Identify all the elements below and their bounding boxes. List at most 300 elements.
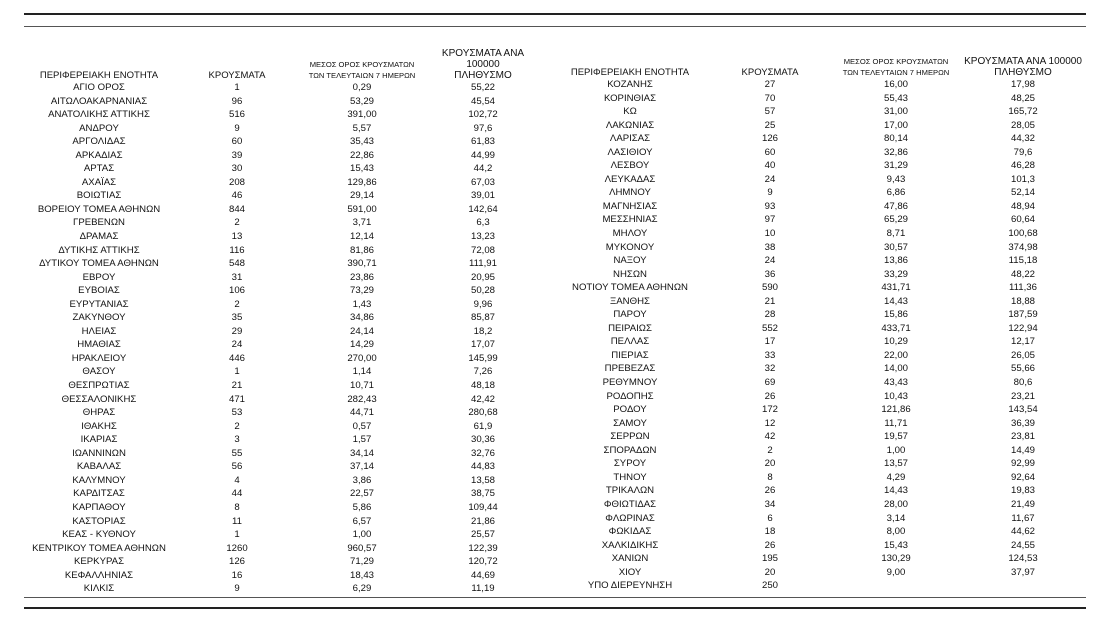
- cell-region: ΗΡΑΚΛΕΙΟΥ: [71, 352, 127, 364]
- cell-region: ΝΗΣΩΝ: [613, 268, 647, 280]
- table-row: [20, 271, 538, 285]
- cell-region: ΑΙΤΩΛΟΑΚΑΡΝΑΝΙΑΣ: [50, 95, 148, 107]
- table-row: [20, 325, 538, 339]
- cell-cases: 38: [764, 241, 776, 253]
- cell-region: ΔΥΤΙΚΗΣ ΑΤΤΙΚΗΣ: [58, 244, 140, 256]
- cell-per-100k: 44,69: [470, 569, 495, 581]
- table-row: [20, 379, 538, 393]
- cell-region: ΚΕΡΚΥΡΑΣ: [73, 556, 124, 568]
- cell-7day-average: 8,71: [886, 228, 906, 240]
- table-row: [20, 555, 538, 569]
- cell-per-100k: 55,22: [470, 82, 495, 93]
- cell-cases: 1: [234, 529, 240, 541]
- cell-per-100k: 46,28: [1010, 160, 1035, 172]
- cell-cases: 28: [764, 309, 776, 321]
- cell-7day-average: 43,43: [883, 377, 908, 389]
- table-header: [20, 48, 538, 81]
- cell-7day-average: 81,86: [349, 244, 374, 256]
- table-row: [20, 203, 538, 217]
- cell-7day-average: 4,29: [886, 471, 906, 483]
- cell-7day-average: 23,86: [349, 271, 374, 283]
- header-region: ΠΕΡΙΦΕΡΕΙΑΚΗ ΕΝΟΤΗΤΑ: [39, 70, 159, 81]
- cell-per-100k: 21,86: [470, 515, 495, 527]
- cell-per-100k: 44,32: [1010, 133, 1035, 145]
- table-row: [551, 335, 1085, 349]
- cell-7day-average: 55,43: [883, 92, 908, 104]
- cell-7day-average: 34,86: [349, 312, 374, 324]
- cell-cases: 9: [234, 122, 240, 134]
- table-row: [551, 417, 1085, 431]
- cell-7day-average: 32,86: [883, 146, 908, 158]
- cell-per-100k: 111,36: [1009, 282, 1037, 294]
- cell-per-100k: 44,99: [470, 149, 495, 161]
- cell-cases: 8: [234, 501, 240, 513]
- cell-cases: 446: [228, 352, 245, 364]
- cell-region: ΦΘΙΩΤΙΔΑΣ: [603, 498, 657, 510]
- cell-cases: 548: [228, 258, 245, 270]
- cell-region: ΡΟΔΟΠΗΣ: [606, 390, 654, 402]
- left-table-block: [20, 48, 538, 596]
- cell-region: ΗΜΑΘΙΑΣ: [77, 339, 121, 351]
- cell-7day-average: 1,00: [352, 529, 372, 541]
- cell-per-100k: 36,39: [1010, 417, 1035, 429]
- table-row: [20, 338, 538, 352]
- cell-7day-average: 9,00: [886, 566, 906, 578]
- cell-cases: 39: [231, 149, 243, 161]
- cell-cases: 2: [234, 420, 240, 432]
- cell-cases: 2: [234, 217, 240, 229]
- cell-7day-average: 121,86: [881, 404, 911, 416]
- cell-7day-average: 431,71: [881, 282, 911, 294]
- cell-cases: 31: [231, 271, 243, 283]
- cell-region: ΑΓΙΟ ΟΡΟΣ: [73, 82, 125, 93]
- table-row: [551, 539, 1085, 553]
- table-row: [20, 406, 538, 420]
- cell-region: ΚΕΦΑΛΛΗΝΙΑΣ: [64, 569, 134, 581]
- table-row: [20, 420, 538, 434]
- cell-7day-average: 44,71: [349, 407, 374, 419]
- cell-7day-average: 0,29: [352, 82, 372, 93]
- cell-7day-average: 13,86: [883, 255, 908, 267]
- cell-region: ΛΑΚΩΝΙΑΣ: [605, 119, 655, 131]
- cell-region: ΜΗΛΟΥ: [612, 228, 648, 240]
- cell-per-100k: 48,18: [470, 380, 495, 392]
- header-per-100k: [961, 48, 1085, 78]
- cell-per-100k: 23,21: [1010, 390, 1035, 402]
- cell-region: ΛΕΣΒΟΥ: [610, 160, 650, 172]
- table-row: [551, 281, 1085, 295]
- cell-cases: 21: [764, 295, 776, 307]
- cell-per-100k: 44,83: [470, 461, 495, 473]
- cell-per-100k: 61,9: [473, 420, 493, 432]
- table-row: [20, 365, 538, 379]
- header-per100k-line1: ΚΡΟΥΣΜΑΤΑ ΑΝΑ 100000: [964, 56, 1082, 67]
- cell-7day-average: 19,57: [883, 431, 908, 443]
- cell-cases: 250: [761, 580, 778, 592]
- table-row: [20, 176, 538, 190]
- cell-region: ΠΕΙΡΑΙΩΣ: [608, 322, 652, 334]
- cell-region: ΒΟΙΩΤΙΑΣ: [76, 190, 122, 202]
- cell-cases: 93: [764, 200, 776, 212]
- cell-7day-average: 65,29: [883, 214, 908, 226]
- cell-7day-average: 14,43: [883, 485, 908, 497]
- header-avg-line2: ΤΩΝ ΤΕΛΕΥΤΑΙΩΝ 7 ΗΜΕΡΩΝ: [308, 71, 416, 80]
- cell-per-100k: 26,05: [1010, 349, 1035, 361]
- cell-region: ΚΟΖΑΝΗΣ: [607, 79, 653, 90]
- cell-7day-average: 8,00: [886, 526, 906, 538]
- cell-cases: 116: [229, 244, 245, 256]
- table-header: [551, 48, 1085, 78]
- cell-7day-average: 270,00: [347, 352, 377, 364]
- cell-cases: 69: [764, 377, 776, 389]
- cell-per-100k: 92,64: [1010, 471, 1035, 483]
- cell-per-100k: 102,72: [468, 109, 498, 121]
- cell-cases: 16: [231, 569, 243, 581]
- cell-region: ΑΡΓΟΛΙΔΑΣ: [72, 136, 126, 148]
- cell-7day-average: 10,29: [883, 336, 908, 348]
- cell-7day-average: 1,43: [352, 298, 372, 310]
- table-row: [551, 579, 1085, 593]
- cell-region: ΔΥΤΙΚΟΥ ΤΟΜΕΑ ΑΘΗΝΩΝ: [39, 258, 159, 270]
- cell-per-100k: 122,94: [1008, 322, 1038, 334]
- cell-7day-average: 31,00: [883, 106, 908, 118]
- table-row: [551, 457, 1085, 471]
- cell-region: ΕΒΡΟΥ: [82, 271, 116, 283]
- cell-region: ΜΥΚΟΝΟΥ: [605, 241, 655, 253]
- cell-region: ΠΕΛΛΑΣ: [610, 336, 650, 348]
- cell-per-100k: [961, 579, 1085, 593]
- table-row: [551, 146, 1085, 160]
- table-row: [551, 512, 1085, 526]
- table-body-left: [20, 81, 538, 596]
- cell-per-100k: 32,76: [470, 447, 495, 459]
- cell-region: ΣΥΡΟΥ: [613, 458, 647, 470]
- cell-per-100k: 101,3: [1010, 173, 1035, 185]
- header-avg-line1: ΜΕΣΟΣ ΟΡΟΣ ΚΡΟΥΣΜΑΤΩΝ: [843, 57, 949, 66]
- table-row: [20, 108, 538, 122]
- table-row: [551, 484, 1085, 498]
- table-row: [551, 159, 1085, 173]
- cell-per-100k: 13,58: [470, 474, 495, 486]
- table-row: [551, 471, 1085, 485]
- cell-cases: 195: [761, 553, 778, 565]
- cell-per-100k: 20,95: [470, 271, 495, 283]
- cell-7day-average: 22,00: [883, 349, 908, 361]
- table-row: [551, 444, 1085, 458]
- cell-cases: 42: [764, 431, 776, 443]
- cell-cases: 55: [231, 447, 243, 459]
- table-row: [20, 257, 538, 271]
- cell-cases: 60: [764, 146, 776, 158]
- cell-7day-average: 591,00: [347, 203, 377, 215]
- cell-7day-average: 33,29: [883, 268, 908, 280]
- cell-per-100k: 111,91: [469, 258, 497, 270]
- cell-per-100k: 109,44: [468, 501, 498, 513]
- table-row: [20, 149, 538, 163]
- cell-per-100k: 165,72: [1008, 106, 1038, 118]
- table-row: [20, 216, 538, 230]
- table-row: [551, 119, 1085, 133]
- cell-per-100k: 6,3: [476, 217, 490, 229]
- cell-7day-average: 10,71: [349, 380, 374, 392]
- cell-7day-average: 433,71: [881, 322, 911, 334]
- cell-7day-average: 53,29: [349, 95, 374, 107]
- cell-region: ΠΡΕΒΕΖΑΣ: [604, 363, 656, 375]
- cell-per-100k: 48,25: [1010, 92, 1035, 104]
- header-cases: ΚΡΟΥΣΜΑΤΑ: [741, 67, 799, 78]
- cell-region: ΧΑΛΚΙΔΙΚΗΣ: [601, 539, 659, 551]
- top-rule-thin: [24, 26, 1086, 27]
- header-avg-line1: ΜΕΣΟΣ ΟΡΟΣ ΚΡΟΥΣΜΑΤΩΝ: [309, 60, 415, 69]
- cell-region: ΣΠΟΡΑΔΩΝ: [603, 444, 657, 456]
- cell-cases: 1: [234, 82, 240, 93]
- table-row: [20, 460, 538, 474]
- cell-region: ΣΑΜΟΥ: [613, 417, 647, 429]
- table-row: [551, 498, 1085, 512]
- cell-region: ΧΙΟΥ: [618, 566, 642, 578]
- cell-region: ΦΩΚΙΔΑΣ: [608, 526, 652, 538]
- cell-per-100k: 42,42: [470, 393, 495, 405]
- cell-region: ΚΑΒΑΛΑΣ: [76, 461, 122, 473]
- cell-cases: 126: [228, 556, 245, 568]
- table-row: [551, 78, 1085, 92]
- cell-per-100k: 30,36: [470, 434, 495, 446]
- table-row: [20, 528, 538, 542]
- cell-cases: 8: [767, 471, 773, 483]
- cell-7day-average: 17,00: [883, 119, 908, 131]
- cell-region: ΝΟΤΙΟΥ ΤΟΜΕΑ ΑΘΗΝΩΝ: [572, 282, 688, 294]
- cell-7day-average: 6,57: [352, 515, 372, 527]
- cell-per-100k: 50,28: [470, 285, 495, 297]
- cell-cases: 29: [231, 325, 243, 337]
- cell-per-100k: 45,54: [470, 95, 495, 107]
- cell-per-100k: 60,64: [1010, 214, 1035, 226]
- cell-cases: 21: [231, 380, 243, 392]
- table-row: [20, 569, 538, 583]
- cell-cases: 20: [764, 566, 776, 578]
- cell-per-100k: 61,83: [470, 136, 495, 148]
- cell-cases: 17: [764, 336, 776, 348]
- cell-7day-average: 15,43: [883, 539, 908, 551]
- cell-7day-average: 282,43: [347, 393, 377, 405]
- cell-per-100k: 280,68: [468, 407, 498, 419]
- cell-cases: 11: [232, 515, 242, 527]
- cell-region: ΔΡΑΜΑΣ: [79, 231, 119, 243]
- cell-7day-average: 29,14: [349, 190, 374, 202]
- cell-7day-average: 9,43: [886, 173, 906, 185]
- cell-7day-average: 71,29: [349, 556, 374, 568]
- cases-table-left: [20, 48, 538, 596]
- cell-region: ΑΡΚΑΔΙΑΣ: [75, 149, 123, 161]
- cell-per-100k: 55,66: [1010, 363, 1035, 375]
- cell-per-100k: 18,88: [1010, 295, 1035, 307]
- cell-per-100k: 67,03: [470, 176, 495, 188]
- cell-per-100k: 25,57: [470, 529, 495, 541]
- cell-per-100k: 24,55: [1010, 539, 1035, 551]
- cell-cases: 70: [764, 92, 776, 104]
- table-row: [20, 487, 538, 501]
- cell-7day-average: 80,14: [883, 133, 908, 145]
- table-row: [551, 186, 1085, 200]
- cell-cases: 26: [764, 539, 776, 551]
- table-row: [551, 254, 1085, 268]
- cell-per-100k: 145,99: [468, 352, 498, 364]
- cell-region: ΛΑΡΙΣΑΣ: [609, 133, 651, 145]
- cell-region: ΖΑΚΥΝΘΟΥ: [72, 312, 126, 324]
- cell-7day-average: 391,00: [347, 109, 377, 121]
- cell-per-100k: 44,2: [473, 163, 493, 175]
- cell-per-100k: 38,75: [470, 488, 495, 500]
- cell-7day-average: [831, 579, 961, 593]
- cell-7day-average: 24,14: [349, 325, 374, 337]
- cell-cases: 20: [764, 458, 776, 470]
- cell-per-100k: 7,26: [473, 366, 493, 378]
- cell-cases: 172: [761, 404, 778, 416]
- cell-region: ΙΚΑΡΙΑΣ: [80, 434, 118, 446]
- cell-7day-average: 3,14: [886, 512, 906, 524]
- cell-cases: 44: [231, 488, 243, 500]
- cell-per-100k: 9,96: [473, 298, 493, 310]
- table-row: [551, 105, 1085, 119]
- table-row: [20, 230, 538, 244]
- cell-cases: 27: [764, 79, 776, 90]
- cell-per-100k: 39,01: [470, 190, 495, 202]
- cell-region: ΑΡΤΑΣ: [83, 163, 115, 175]
- cell-per-100k: 120,72: [468, 556, 498, 568]
- table-row: [20, 542, 538, 556]
- cell-region: ΒΟΡΕΙΟΥ ΤΟΜΕΑ ΑΘΗΝΩΝ: [37, 203, 161, 215]
- cell-per-100k: 143,54: [1008, 404, 1038, 416]
- cell-7day-average: 14,00: [883, 363, 908, 375]
- top-rule: [24, 13, 1086, 15]
- cell-7day-average: 22,86: [349, 149, 374, 161]
- cell-7day-average: 13,57: [883, 458, 908, 470]
- cell-per-100k: 19,83: [1010, 485, 1035, 497]
- cell-cases: 25: [764, 119, 776, 131]
- table-row: [20, 501, 538, 515]
- cell-cases: 26: [764, 390, 776, 402]
- cell-7day-average: 10,43: [883, 390, 908, 402]
- table-row: [20, 95, 538, 109]
- cell-cases: 57: [764, 106, 776, 118]
- table-row: [20, 352, 538, 366]
- cell-cases: 24: [764, 173, 776, 185]
- cell-per-100k: 187,59: [1008, 309, 1038, 321]
- cell-cases: 33: [764, 349, 776, 361]
- cell-region: ΛΗΜΝΟΥ: [609, 187, 651, 199]
- cell-region: ΙΘΑΚΗΣ: [81, 420, 117, 432]
- cell-7day-average: 130,29: [881, 553, 911, 565]
- cell-region: ΑΝΑΤΟΛΙΚΗΣ ΑΤΤΙΚΗΣ: [48, 109, 150, 121]
- table-row: [20, 582, 538, 596]
- table-row: [551, 403, 1085, 417]
- cell-per-100k: 79,6: [1013, 146, 1033, 158]
- cell-7day-average: 6,86: [886, 187, 906, 199]
- cell-cases: 2: [767, 444, 773, 456]
- table-row: [551, 430, 1085, 444]
- cell-per-100k: 115,18: [1008, 255, 1038, 267]
- cell-per-100k: 85,87: [470, 312, 495, 324]
- cell-7day-average: 15,86: [883, 309, 908, 321]
- cell-cases: 24: [231, 339, 243, 351]
- table-row: [551, 268, 1085, 282]
- cell-7day-average: 15,43: [349, 163, 374, 175]
- table-row: [551, 322, 1085, 336]
- cell-cases: 35: [231, 312, 243, 324]
- cell-per-100k: 37,97: [1010, 566, 1035, 578]
- header-region: ΠΕΡΙΦΕΡΕΙΑΚΗ ΕΝΟΤΗΤΑ: [570, 67, 690, 78]
- cell-cases: 18: [764, 526, 776, 538]
- bottom-rule-thin: [24, 597, 1086, 598]
- cell-cases: 4: [234, 474, 240, 486]
- cell-cases: 2: [234, 298, 240, 310]
- cell-cases: 56: [231, 461, 243, 473]
- table-row: [20, 515, 538, 529]
- cell-7day-average: 390,71: [347, 258, 377, 270]
- table-row: [551, 200, 1085, 214]
- cell-region: ΘΕΣΠΡΩΤΙΑΣ: [68, 380, 130, 392]
- cell-7day-average: 960,57: [347, 542, 377, 554]
- cell-cases: 96: [231, 95, 243, 107]
- table-row: [551, 525, 1085, 539]
- cell-per-100k: 72,08: [470, 244, 495, 256]
- cell-7day-average: 22,57: [349, 488, 374, 500]
- header-per100k-line2: ΠΛΗΘΥΣΜΟ: [454, 70, 512, 81]
- cell-region: ΠΙΕΡΙΑΣ: [611, 349, 649, 361]
- table-row: [551, 173, 1085, 187]
- cell-region: ΘΑΣΟΥ: [82, 366, 116, 378]
- cell-per-100k: 92,99: [1010, 458, 1035, 470]
- cell-region: ΕΥΡΥΤΑΝΙΑΣ: [69, 298, 129, 310]
- cell-region: ΜΕΣΣΗΝΙΑΣ: [602, 214, 658, 226]
- cell-7day-average: 14,29: [349, 339, 374, 351]
- cell-per-100k: 124,53: [1008, 553, 1038, 565]
- cell-per-100k: 97,6: [473, 122, 493, 134]
- cell-7day-average: 35,43: [349, 136, 374, 148]
- cell-cases: 30: [231, 163, 243, 175]
- table-row: [551, 390, 1085, 404]
- cell-cases: 40: [764, 160, 776, 172]
- cell-7day-average: 0,57: [352, 420, 372, 432]
- cell-7day-average: 47,86: [883, 200, 908, 212]
- cell-7day-average: 3,86: [352, 474, 372, 486]
- cell-7day-average: 30,57: [883, 241, 908, 253]
- cell-region: ΠΑΡΟΥ: [613, 309, 647, 321]
- cell-region: ΚΑΡΔΙΤΣΑΣ: [73, 488, 125, 500]
- cell-region: ΤΗΝΟΥ: [613, 471, 647, 483]
- table-row: [20, 122, 538, 136]
- cell-cases: 34: [764, 498, 776, 510]
- cell-per-100k: 21,49: [1010, 498, 1035, 510]
- cell-per-100k: 14,49: [1010, 444, 1035, 456]
- table-row: [20, 298, 538, 312]
- cell-region: ΡΕΘΥΜΝΟΥ: [602, 377, 658, 389]
- header-per100k-line2: ΠΛΗΘΥΣΜΟ: [994, 67, 1052, 78]
- cell-per-100k: 23,81: [1010, 431, 1035, 443]
- cell-cases: 9: [767, 187, 773, 199]
- table-row: [20, 311, 538, 325]
- cell-per-100k: 13,23: [470, 231, 495, 243]
- cell-per-100k: 80,6: [1013, 377, 1033, 389]
- table-row: [551, 132, 1085, 146]
- table-row: [551, 241, 1085, 255]
- cell-cases: 1: [234, 366, 240, 378]
- table-row: [551, 213, 1085, 227]
- header-7day-average: [831, 48, 961, 78]
- cell-per-100k: 17,98: [1010, 79, 1035, 90]
- cell-7day-average: 1,14: [352, 366, 372, 378]
- cell-cases: 471: [228, 393, 245, 405]
